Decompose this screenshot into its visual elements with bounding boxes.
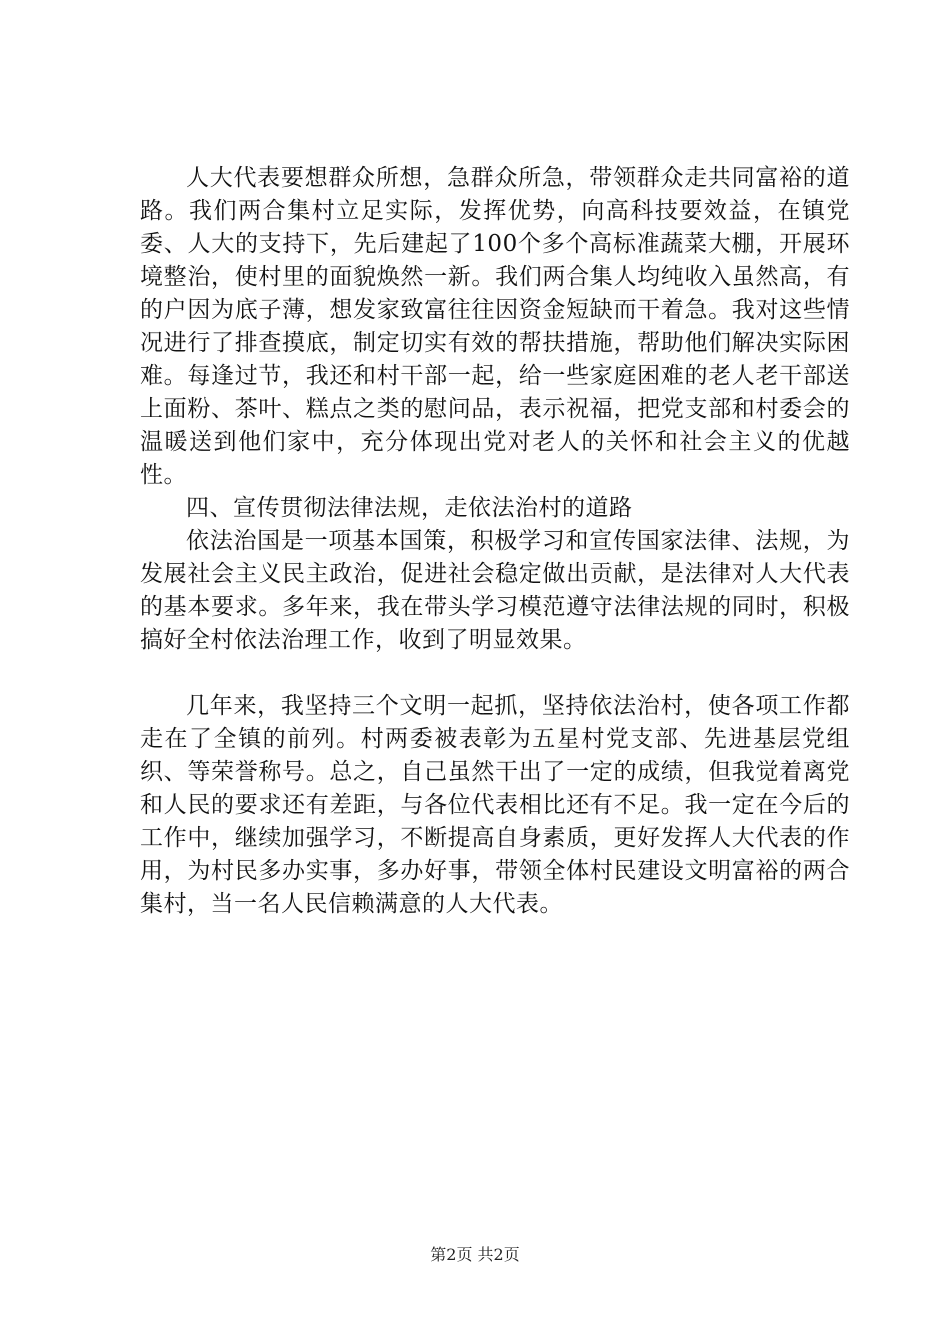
paragraph-poverty-support: 人大代表要想群众所想，急群众所急，带领群众走共同富裕的道路。我们两合集村立足实际，发挥优势，向高科技要效益，在镇党委、人大的支持下，先后建起了100个多个高标准蔬菜大棚，开展环境整治，使村里的面貌焕然一新。我们两合集人均纯收入虽然高，有的户因为底子薄，想发家致富往往因资金短缺而干着急。我对这些情况进行了排查摸底，制定切实有效的帮扶措施，帮助他们解决实际困难。每逢过节，我还和村干部一起，给一些家庭困难的老人老干部送上面粉、茶叶、糕点之类的慰问品，表示祝福，把党支部和村委会的温暖送到他们家中，充分体现出党对老人的关怀和社会主义的优越性。 [140, 165, 850, 488]
document-body [140, 162, 850, 921]
paragraph-conclusion: 几年来，我坚持三个文明一起抓，坚持依法治村，使各项工作都走在了全镇的前列。村两委被表彰为五星村党支部、先进基层党组织、等荣誉称号。总之，自己虽然干出了一定的成绩，但我觉着离党和人民的要求还有差距，与各位代表相比还有不足。我一定在今后的工作中，继续加强学习，不断提高自身素质，更好发挥人大代表的作用，为村民多办实事，多办好事，带领全体村民建设文明富裕的两合集村，当一名人民信赖满意的人大代表。 [140, 693, 850, 917]
section-heading-rule-of-law: 四、宣传贯彻法律法规，走依法治村的道路 [186, 495, 633, 521]
paragraph-legal-education: 依法治国是一项基本国策，积极学习和宣传国家法律、法规，为发展社会主义民主政治，促进社会稳定做出贡献，是法律对人大代表的基本要求。多年来，我在带头学习模范遵守法律法规的同时，积极搞好全村依法治理工作，收到了明显效果。 [140, 528, 850, 653]
paragraph-spacer [140, 657, 850, 690]
page-number-footer: 第2页 共2页 [430, 1245, 520, 1264]
